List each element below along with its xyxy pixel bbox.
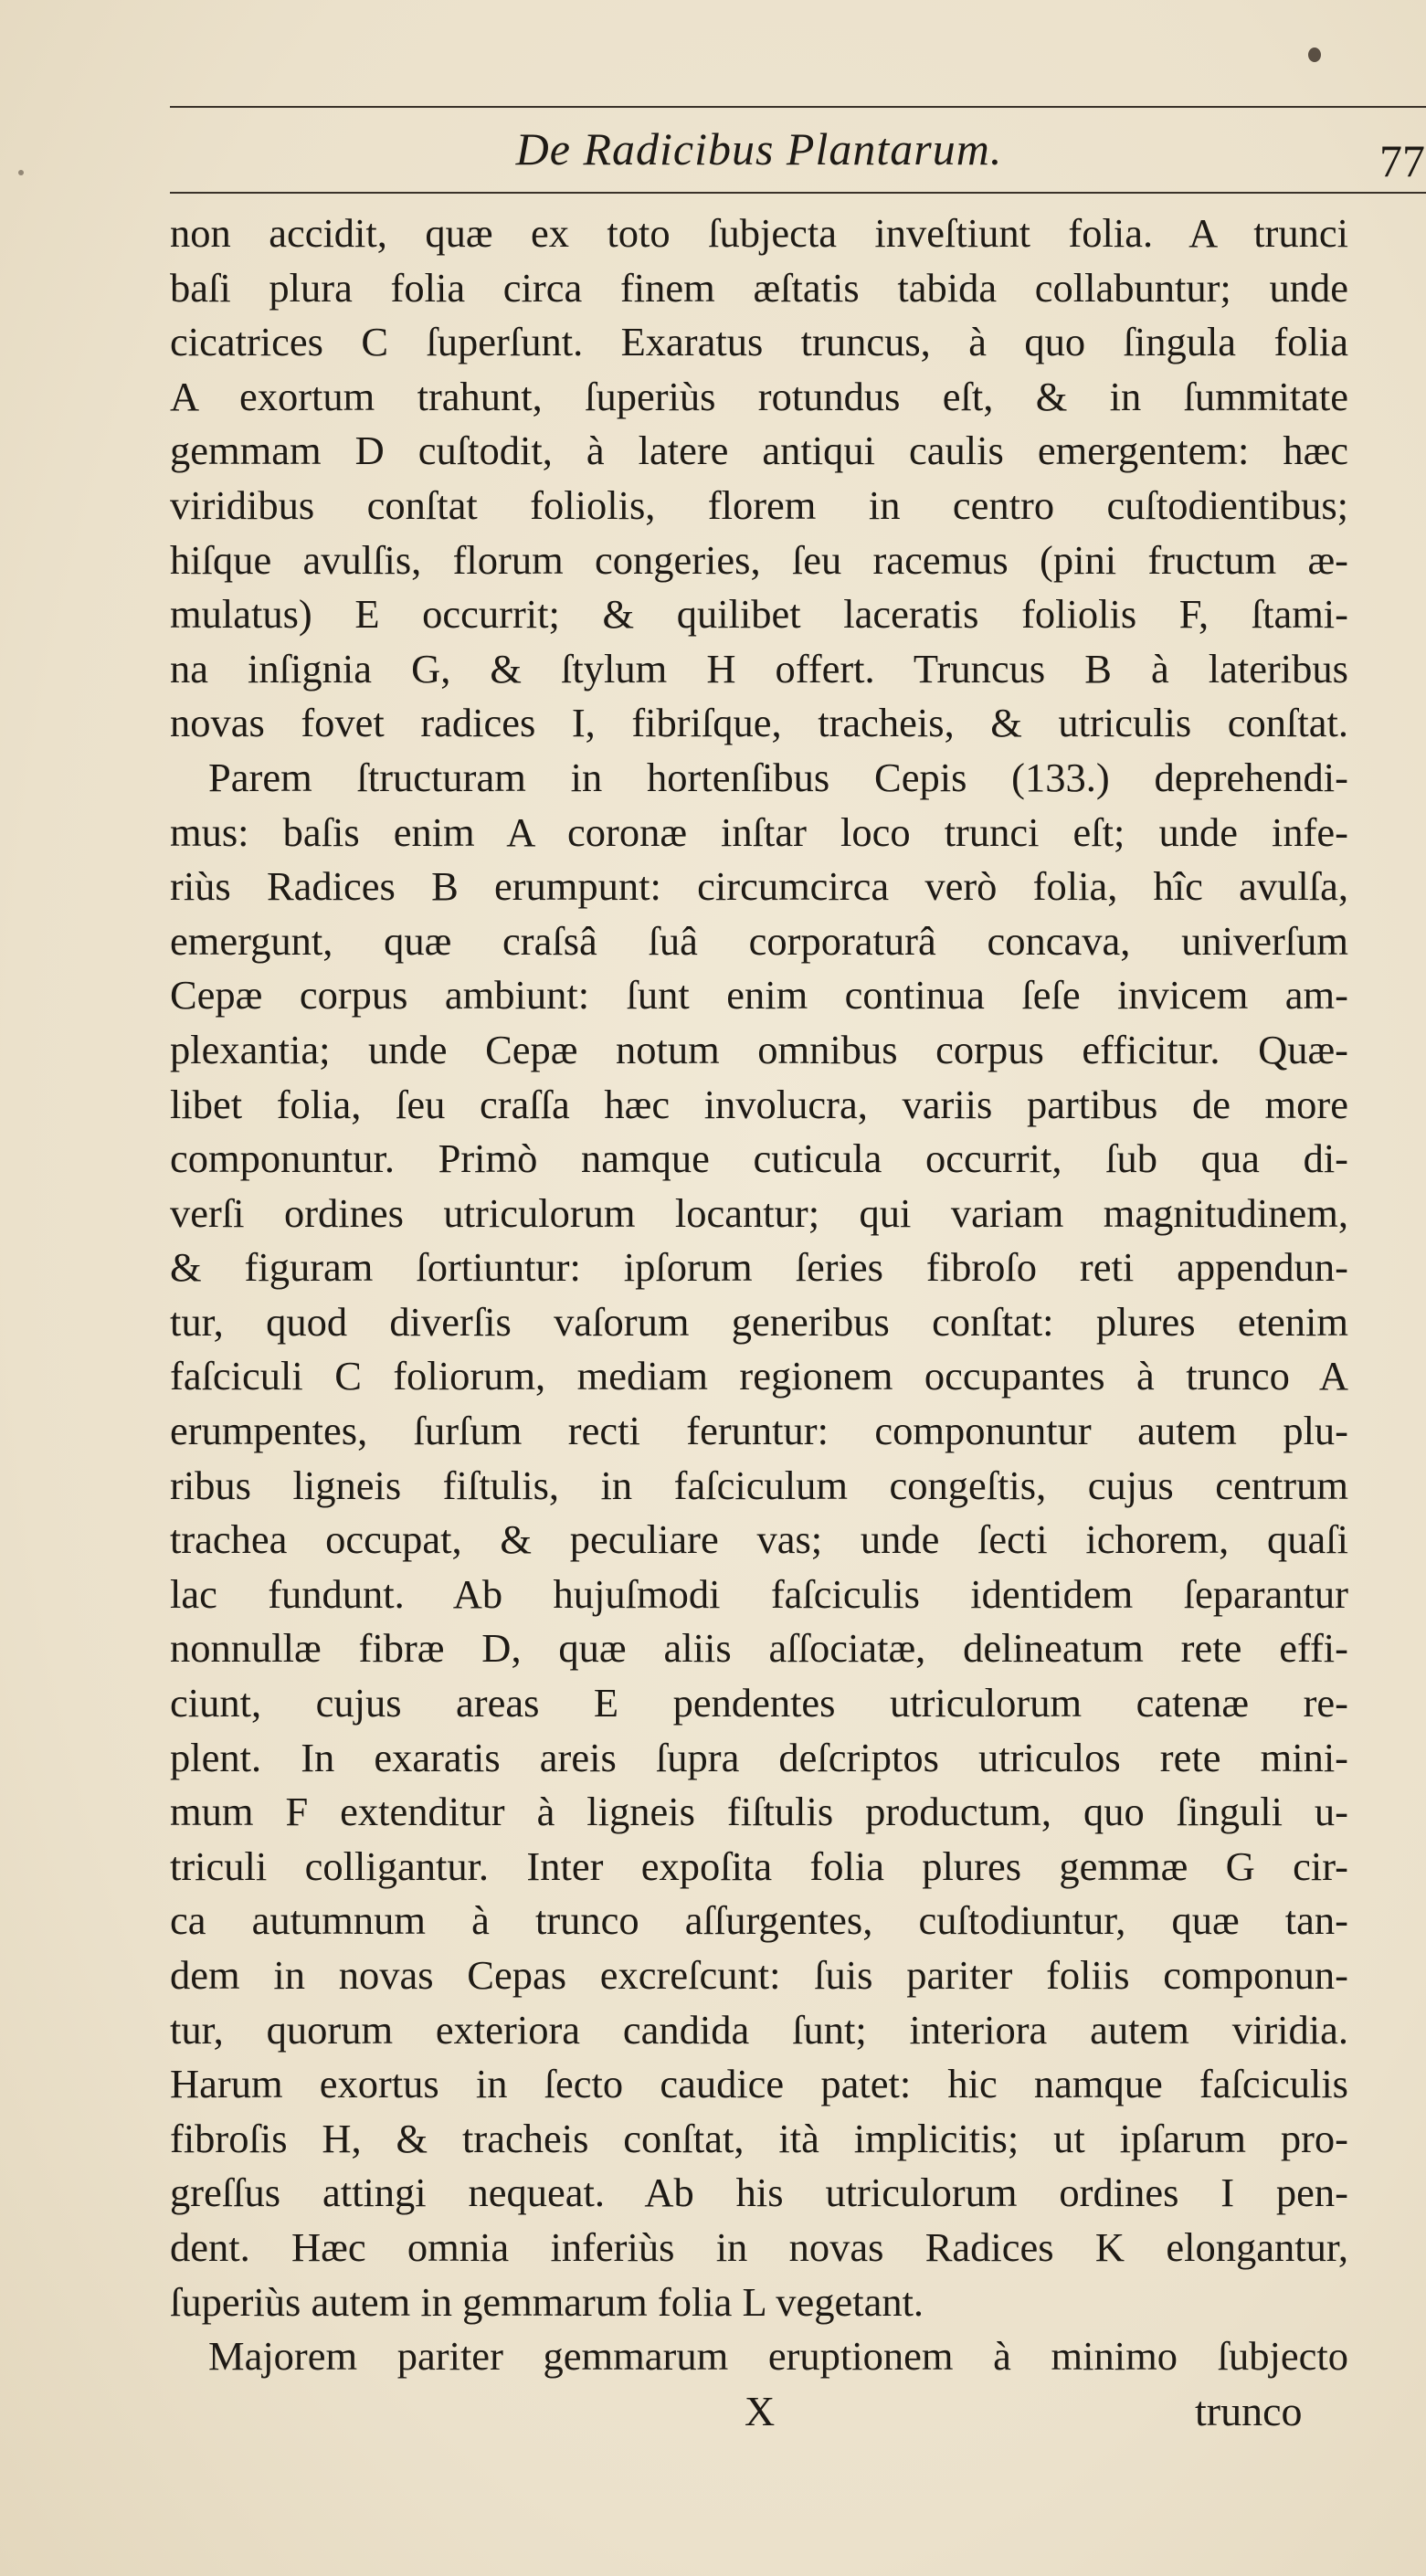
text-line: dem in novas Cepas excreſcunt: ſuis pariter foliis componun- bbox=[170, 1952, 1348, 1998]
header-rule-top bbox=[170, 106, 1426, 108]
running-head: De Radicibus Plantarum. bbox=[515, 123, 1003, 174]
body-text bbox=[170, 206, 1348, 2384]
text-line: dent. Hæc omnia inferiùs in novas Radices K elongantur, bbox=[170, 2223, 1348, 2270]
text-line: plexantia; unde Cepæ notum omnibus corpus efficitur. Quæ- bbox=[170, 1026, 1348, 1072]
text-line: lac fundunt. Ab hujuſmodi faſciculis identidem ſeparantur bbox=[170, 1570, 1348, 1617]
text-line: ca autumnum à trunco aſſurgentes, cuſtodiuntur, quæ tan- bbox=[170, 1897, 1348, 1944]
text-line: viridibus conſtat foliolis, florem in centro cuſtodientibus; bbox=[170, 481, 1348, 528]
text-line: riùs Radices B erumpunt: circumcirca verò folia, hîc avulſa, bbox=[170, 863, 1348, 910]
text-line: baſi plura folia circa finem æſtatis tabida collabuntur; unde bbox=[170, 264, 1348, 311]
text-line: triculi colligantur. Inter expoſita folia plures gemmæ G cir- bbox=[170, 1842, 1348, 1889]
text-line: mus: baſis enim A coronæ inſtar loco trunci eſt; unde infe- bbox=[170, 808, 1348, 855]
text-line: ribus ligneis fiſtulis, in faſciculum congeſtis, cujus centrum bbox=[170, 1462, 1348, 1508]
text-line: na inſignia G, & ſtylum H offert. Truncus B à lateribus bbox=[170, 645, 1348, 692]
text-line: componuntur. Primò namque cuticula occurrit, ſub qua di- bbox=[170, 1135, 1348, 1182]
signature-mark: X bbox=[745, 2388, 776, 2434]
text-line: mulatus) E occurrit; & quilibet laceratis foliolis F, ſtami- bbox=[170, 591, 1348, 638]
header-rule-bottom bbox=[170, 192, 1426, 194]
page-number: 77 bbox=[1379, 135, 1425, 186]
text-line: gemmam D cuſtodit, à latere antiqui caulis emergentem: hæc bbox=[170, 428, 1348, 474]
text-line: & figuram ſortiuntur: ipſorum ſeries fibroſo reti appendun- bbox=[170, 1244, 1348, 1291]
ink-speck bbox=[1308, 48, 1321, 62]
text-line: A exortum trahunt, ſuperiùs rotundus eſt, & in ſummitate bbox=[170, 373, 1348, 419]
text-line: cicatrices C ſuperſunt. Exaratus truncus, à quo ſingula folia bbox=[170, 319, 1348, 365]
text-line: fibroſis H, & tracheis conſtat, ità implicitis; ut ipſarum pro- bbox=[170, 2115, 1348, 2161]
text-line: libet folia, ſeu craſſa hæc involucra, variis partibus de more bbox=[170, 1081, 1348, 1127]
text-line: Harum exortus in ſecto caudice patet: hic namque faſciculis bbox=[170, 2061, 1348, 2107]
text-line: trachea occupat, & peculiare vas; unde ſecti ichorem, quaſi bbox=[170, 1516, 1348, 1563]
text-line: ſuperiùs autem in gemmarum folia L vegetant. bbox=[170, 2278, 924, 2325]
text-line: hiſque avulſis, florum congeries, ſeu racemus (pini fructum æ- bbox=[170, 536, 1348, 583]
text-line: verſi ordines utriculorum locantur; qui variam magnitudinem, bbox=[170, 1189, 1348, 1236]
text-line: tur, quod diverſis vaſorum generibus conſtat: plures etenim bbox=[170, 1298, 1348, 1345]
text-line: plent. In exaratis areis ſupra deſcriptos utriculos rete mini- bbox=[170, 1734, 1348, 1780]
text-line: non accidit, quæ ex toto ſubjecta inveſtiunt folia. A trunci bbox=[170, 210, 1348, 256]
ink-speck bbox=[18, 170, 24, 175]
text-line: greſſus attingi nequeat. Ab his utriculorum ordines I pen- bbox=[170, 2170, 1348, 2216]
text-line: erumpentes, ſurſum recti feruntur: componuntur autem plu- bbox=[170, 1408, 1348, 1454]
text-line: faſciculi C foliorum, mediam regionem occupantes à trunco A bbox=[170, 1353, 1348, 1399]
text-line: tur, quorum exteriora candida ſunt; interiora autem viridia. bbox=[170, 2006, 1348, 2053]
text-line: novas fovet radices I, fibriſque, tracheis, & utriculis conſtat. bbox=[170, 700, 1348, 746]
catchword: trunco bbox=[1195, 2388, 1303, 2434]
text-line: ciunt, cujus areas E pendentes utriculorum catenæ re- bbox=[170, 1680, 1348, 1726]
text-line: Parem ſtructuram in hortenſibus Cepis (133.) deprehendi- bbox=[208, 754, 1348, 800]
text-line: mum F extenditur à ligneis fiſtulis productum, quo ſinguli u- bbox=[170, 1789, 1348, 1835]
text-line: Cepæ corpus ambiunt: ſunt enim continua ſeſe invicem am- bbox=[170, 972, 1348, 1019]
text-line: emergunt, quæ craſsâ ſuâ corporaturâ concava, univerſum bbox=[170, 917, 1348, 964]
text-line: Majorem pariter gemmarum eruptionem à minimo ſubjecto bbox=[208, 2333, 1348, 2380]
page-footer bbox=[0, 2384, 1426, 2439]
text-line: nonnullæ fibræ D, quæ aliis aſſociatæ, delineatum rete effi- bbox=[170, 1625, 1348, 1672]
